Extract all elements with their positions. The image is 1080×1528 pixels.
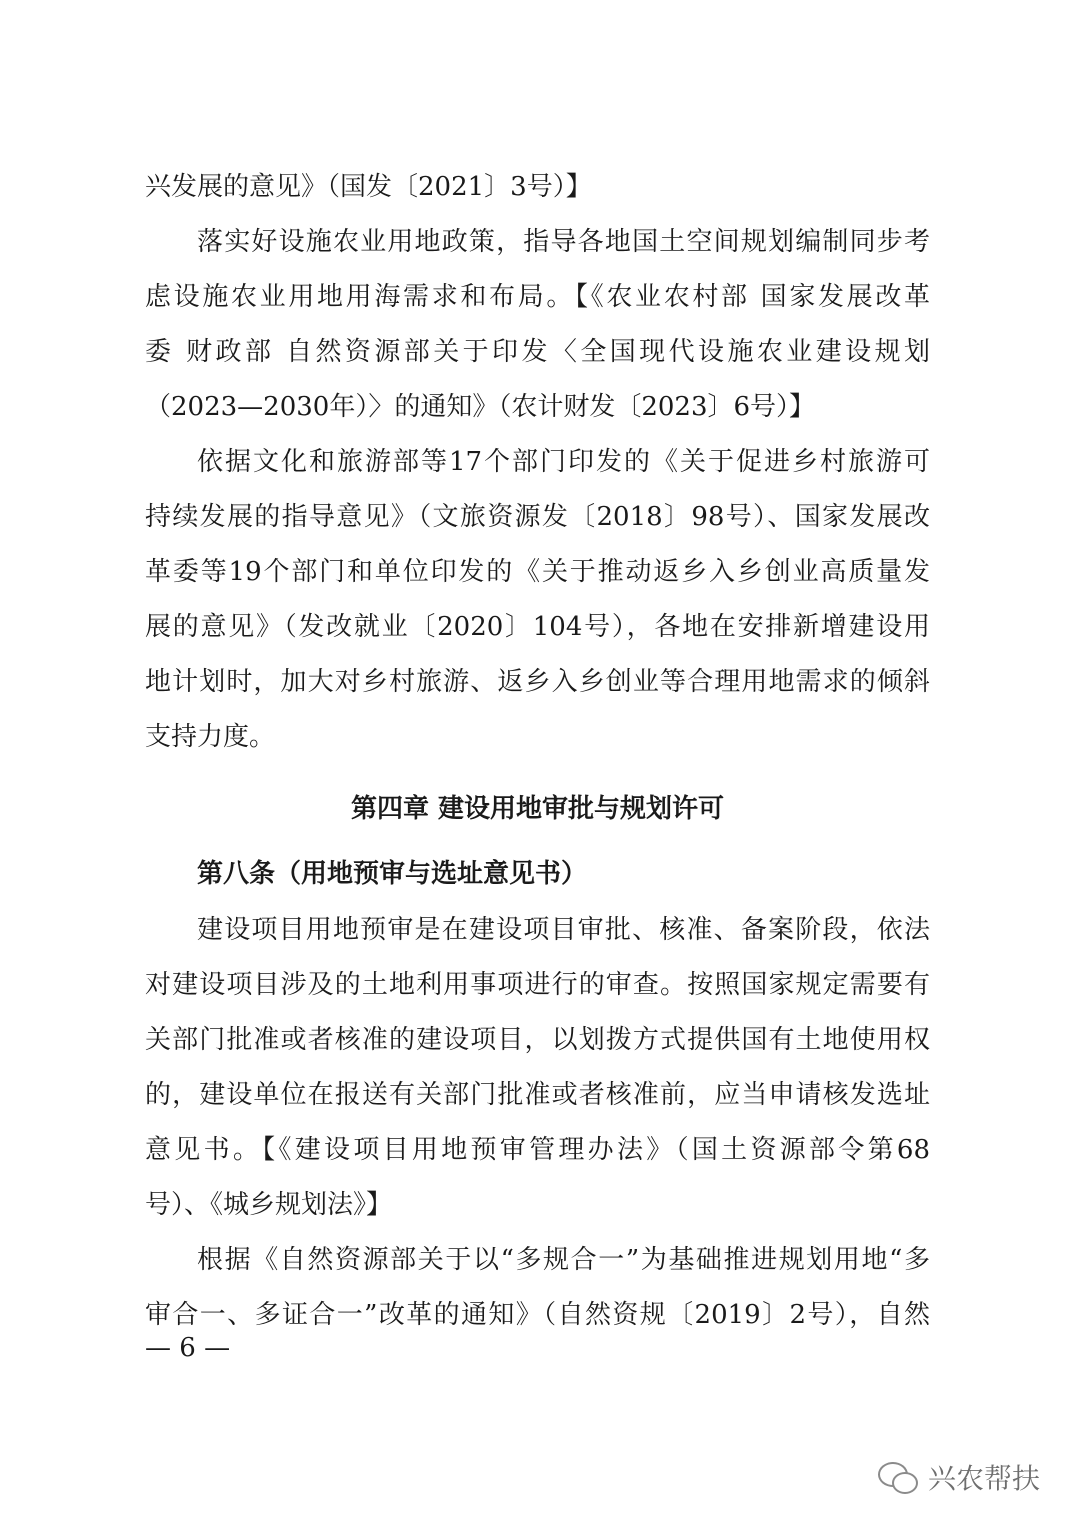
document-page <box>145 160 930 1343</box>
watermark-text: 兴农帮扶 <box>927 1462 1040 1495</box>
text-line: 落实好设施农业用地政策，指导各地国土空间规划编制同步考 <box>197 227 930 257</box>
text-line: 建设项目用地预审是在建设项目审批、核准、备案阶段，依法 <box>197 915 930 945</box>
text-line: 地计划时，加大对乡村旅游、返乡入乡创业等合理用地需求的倾斜 <box>145 667 930 697</box>
text-line: 虑设施农业用地用海需求和布局。【《农业农村部 国家发展改革 <box>145 282 930 312</box>
text-line: 号）、《城乡规划法》】 <box>145 1190 393 1220</box>
text-line: 依据文化和旅游部等17个部门印发的《关于促进乡村旅游可 <box>197 447 930 477</box>
text-line: 对建设项目涉及的土地利用事项进行的审查。按照国家规定需要有 <box>145 970 930 1000</box>
page-number: — 6 — <box>145 1333 231 1363</box>
text-line: 审合一、多证合一”改革的通知》（自然资规〔2019〕2号），自然 <box>145 1300 930 1330</box>
text-line: 革委等19个部门和单位印发的《关于推动返乡入乡创业高质量发 <box>145 557 930 587</box>
text-line: 关部门批准或者核准的建设项目，以划拨方式提供国有土地使用权 <box>145 1025 930 1055</box>
watermark <box>878 1452 1040 1502</box>
chapter-title: 第四章 建设用地审批与规划许可 <box>350 794 725 824</box>
article-title: 第八条（用地预审与选址意见书） <box>197 859 588 889</box>
text-line: 展的意见》（发改就业〔2020〕104号），各地在安排新增建设用 <box>145 612 930 642</box>
text-line: 根据《自然资源部关于以“多规合一”为基础推进规划用地“多 <box>197 1245 930 1275</box>
text-line: 持续发展的指导意见》（文旅资源发〔2018〕98号）、国家发展改 <box>145 502 930 532</box>
text-line: 意见书。【《建设项目用地预审管理办法》（国土资源部令第68 <box>145 1135 930 1165</box>
text-line: 委 财政部 自然资源部关于印发〈全国现代设施农业建设规划 <box>145 337 930 367</box>
text-line: 兴发展的意见》（国发〔2021〕3号）】 <box>145 172 592 202</box>
wechat-icon <box>878 1460 918 1494</box>
text-line: （2023—2030年）〉的通知》（农计财发〔2023〕6号）】 <box>145 392 816 422</box>
text-line: 支持力度。 <box>145 722 276 752</box>
text-line: 的，建设单位在报送有关部门批准或者核准前，应当申请核发选址 <box>145 1080 930 1110</box>
